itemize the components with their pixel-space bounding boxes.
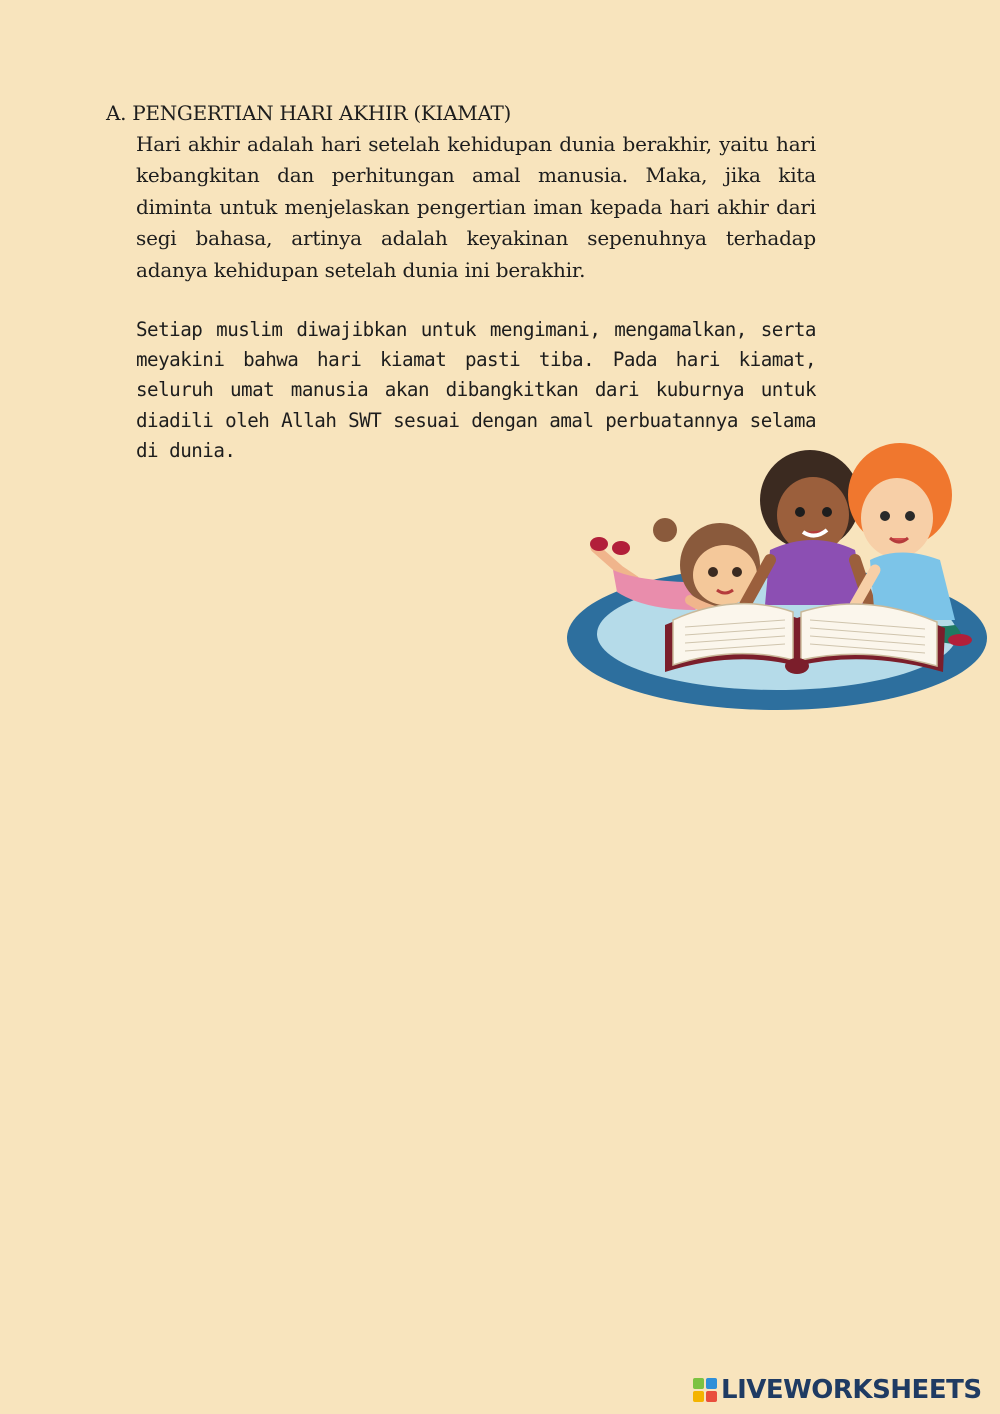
paragraph-definition: Hari akhir adalah hari setelah kehidupan dunia berakhir, yaitu hari kebangkitan dan perhitungan amal manusia. Maka, jika kita diminta untuk menjelaskan pengertian iman kepada hari akhir dari segi bahasa, artinya adalah keyakinan sepenuhnya terhadap adanya kehidupan setelah dunia ini berakhir. xyxy=(136,132,816,282)
brand-name: LIVEWORKSHEETS xyxy=(721,1375,982,1405)
paragraph-obligation: Setiap muslim diwajibkan untuk mengimani, mengamalkan, serta meyakini bahwa hari kiamat pasti tiba. Pada hari kiamat, seluruh umat manusia akan dibangkitkan dari kuburnya untuk diadili oleh Allah SWT sesuai dengan amal perbuatannya selama di dunia. xyxy=(136,318,816,462)
children-reading-book-illustration xyxy=(565,420,990,720)
liveworksheets-logo-icon xyxy=(693,1378,717,1402)
section-heading: A. PENGERTIAN HARI AKHIR (KIAMAT) xyxy=(106,101,512,125)
liveworksheets-branding xyxy=(693,1373,982,1407)
